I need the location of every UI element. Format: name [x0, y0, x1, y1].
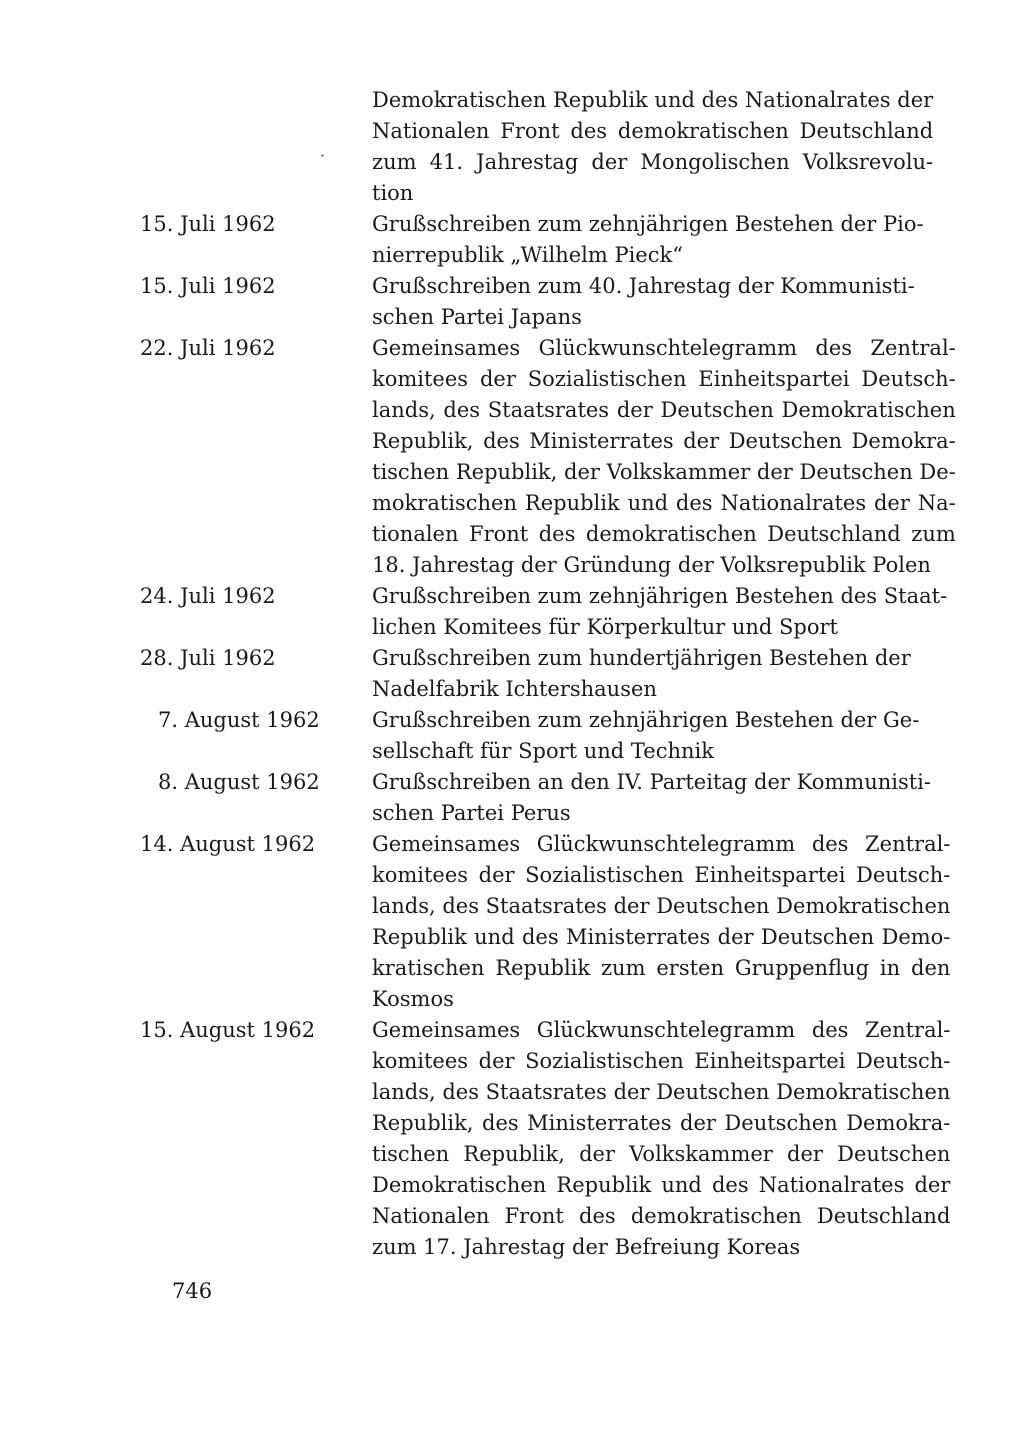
text-line: tion — [372, 181, 414, 205]
text-line: 18. Jahrestag der Gründung der Volksrepublik Polen — [372, 553, 931, 577]
text-line: Gemeinsames Glückwunschtelegramm des Zentral- — [372, 832, 951, 856]
text-line: Republik, des Ministerrates der Deutschen Demokra- — [372, 1111, 951, 1135]
entry-date: 15. Juli 1962 — [140, 274, 276, 298]
entry-text — [372, 829, 950, 1015]
entry-text — [372, 643, 911, 705]
chronology-entry — [140, 829, 951, 1015]
entry-text — [372, 1015, 950, 1263]
text-line: lichen Komitees für Körperkultur und Sport — [372, 615, 838, 639]
entry-text — [372, 581, 947, 643]
text-line: nierrepublik „Wilhelm Pieck“ — [372, 243, 683, 267]
chronology-entry — [140, 767, 931, 829]
text-line: Kosmos — [372, 987, 454, 1011]
text-line: Grußschreiben zum hundertjährigen Bestehen der — [372, 646, 911, 670]
entry-date: 15. August 1962 — [140, 1018, 316, 1042]
continuation-entry — [140, 85, 934, 209]
entry-date: 8. August 1962 — [158, 770, 320, 794]
entry-date: 14. August 1962 — [140, 832, 316, 856]
entry-date: 15. Juli 1962 — [140, 212, 276, 236]
chronology-entry — [140, 705, 920, 767]
entry-date: 7. August 1962 — [158, 708, 320, 732]
text-line: mokratischen Republik und des Nationalrates der Na- — [372, 491, 956, 515]
entry-date: 24. Juli 1962 — [140, 584, 276, 608]
text-line: Grußschreiben an den IV. Parteitag der Kommunisti- — [372, 770, 931, 794]
text-line: lands, des Staatsrates der Deutschen Demokratischen — [372, 894, 951, 918]
entry-text — [372, 209, 924, 271]
chronology-entry — [140, 1015, 951, 1263]
chronology-entry — [140, 271, 915, 333]
text-line: tionalen Front des demokratischen Deutschland zum — [372, 522, 956, 546]
stray-ink-mark: ˙ — [318, 152, 327, 173]
text-line: Grußschreiben zum 40. Jahrestag der Kommunisti- — [372, 274, 915, 298]
text-line: zum 41. Jahrestag der Mongolischen Volksrevolu- — [372, 150, 934, 174]
text-line: zum 17. Jahrestag der Befreiung Koreas — [372, 1235, 801, 1259]
text-line: Grußschreiben zum zehnjährigen Bestehen der Ge- — [372, 708, 920, 732]
text-line: komitees der Sozialistischen Einheitspartei Deutsch- — [372, 367, 956, 391]
entry-date: 22. Juli 1962 — [140, 336, 276, 360]
entry-date: 28. Juli 1962 — [140, 646, 276, 670]
text-line: komitees der Sozialistischen Einheitspartei Deutsch- — [372, 863, 951, 887]
text-line: kratischen Republik zum ersten Gruppenflug in den — [372, 956, 951, 980]
text-line: Gemeinsames Glückwunschtelegramm des Zentral- — [372, 336, 956, 360]
text-line: schen Partei Japans — [372, 305, 582, 329]
text-line: sellschaft für Sport und Technik — [372, 739, 714, 763]
text-line: Grußschreiben zum zehnjährigen Bestehen der Pio- — [372, 212, 924, 236]
text-line: Demokratischen Republik und des Nationalrates der — [372, 1173, 951, 1197]
entry-text — [372, 85, 933, 209]
chronology-entry — [140, 209, 924, 271]
text-line: Grußschreiben zum zehnjährigen Bestehen des Staat- — [372, 584, 948, 608]
chronology-list — [140, 85, 956, 1263]
entry-text — [372, 705, 919, 767]
text-line: Nationalen Front des demokratischen Deutschland — [372, 1204, 951, 1228]
chronology-entry — [140, 333, 956, 581]
text-line: lands, des Staatsrates der Deutschen Demokratischen — [372, 1080, 951, 1104]
entry-text — [372, 271, 915, 333]
text-line: komitees der Sozialistischen Einheitspartei Deutsch- — [372, 1049, 951, 1073]
text-line: lands, des Staatsrates der Deutschen Demokratischen — [372, 398, 956, 422]
text-line: tischen Republik, der Volkskammer der Deutschen De- — [372, 460, 956, 484]
chronology-entry — [140, 643, 910, 705]
text-line: Gemeinsames Glückwunschtelegramm des Zentral- — [372, 1018, 951, 1042]
text-line: Republik, des Ministerrates der Deutschen Demokra- — [372, 429, 956, 453]
text-line: tischen Republik, der Volkskammer der Deutschen — [372, 1142, 951, 1166]
text-line: Republik und des Ministerrates der Deutschen Demo- — [372, 925, 951, 949]
chronology-entry — [140, 581, 948, 643]
page-number: 746 — [172, 1279, 213, 1303]
entry-text — [372, 333, 956, 581]
text-line: Demokratischen Republik und des Nationalrates der — [372, 88, 934, 112]
entry-text — [372, 767, 931, 829]
text-line: Nadelfabrik Ichtershausen — [372, 677, 657, 701]
text-line: schen Partei Perus — [372, 801, 571, 825]
text-line: Nationalen Front des demokratischen Deutschland — [372, 119, 934, 143]
